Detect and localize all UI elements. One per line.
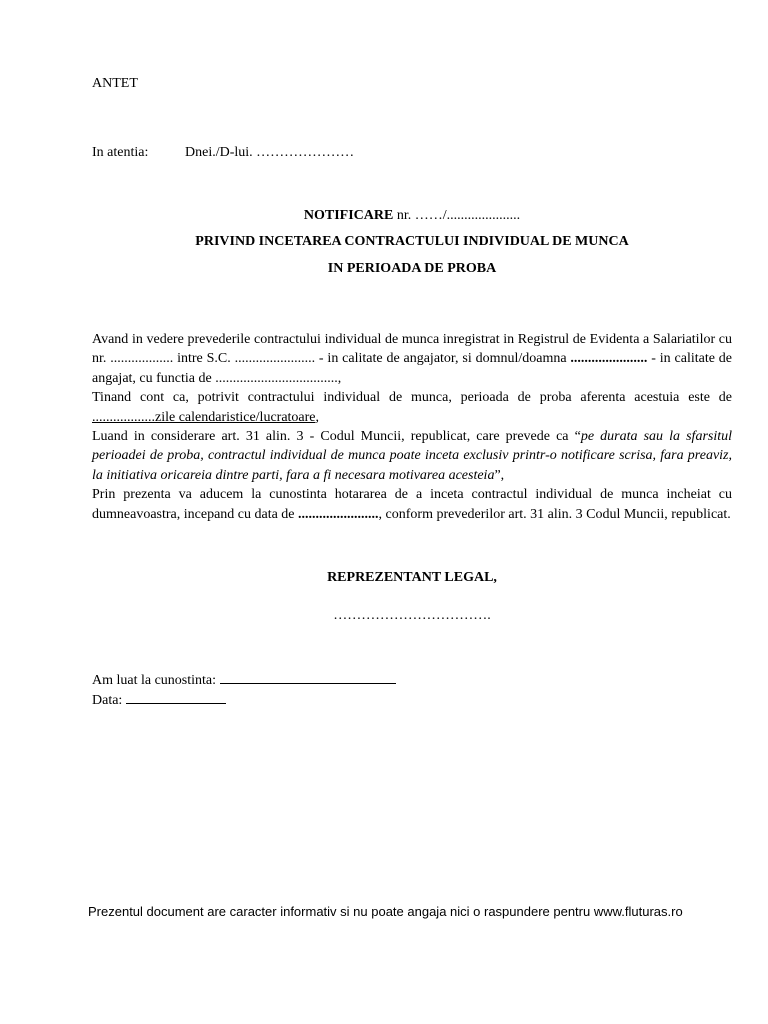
footer-disclaimer: Prezentul document are caracter informativ si nu poate angaja nici o raspundere pentru www.fluturas.ro [88, 904, 683, 919]
paragraph-text: , [315, 409, 320, 425]
paragraph-decision [92, 485, 732, 524]
acknowledgement-label: Am luat la cunostinta: [92, 673, 217, 688]
date-row [92, 691, 226, 709]
date-label: Data: [92, 693, 123, 708]
paragraph-text: Avand in vedere prevederile contractului individual de munca inregistrat in Registrul de Evidenta a Salariatilor cu nr. .................. intre S.C. ....................... - in calitate de angajator, si domnul/doamna [92, 332, 732, 367]
acknowledgement-blank-line [220, 671, 396, 684]
termination-date-blank: ....................... [298, 506, 379, 522]
attention-label: In atentia: [92, 145, 149, 160]
probation-days-blank: ..................zile calendaristice/lucratoare [92, 409, 316, 425]
paragraph-probation [92, 388, 732, 427]
paragraph-text: - in calitate de angajat, cu functia de ..................................., [92, 351, 732, 386]
paragraph-legal-basis [92, 427, 732, 485]
subtitle-line-2: IN PERIOADA DE PROBA [327, 261, 497, 276]
acknowledgement-row [92, 671, 396, 689]
legal-quote: pe durata sau la sfarsitul perioadei de proba, contractul individual de munca poate inceta exclusiv printr-o notificare scrisa, fara preaviz, la initiativa oricareia dintre parti, fara a fi necesara motivarea acesteia [92, 429, 733, 483]
attention-recipient: Dnei./D-lui. ………………… [185, 145, 355, 160]
notification-title [92, 208, 732, 224]
notification-word: NOTIFICARE [303, 208, 394, 223]
notification-body [92, 330, 732, 524]
paragraph-text: Tinand cont ca, potrivit contractului individual de munca, perioada de proba aferenta acestuia este de [92, 390, 732, 406]
legal-representative-title: REPREZENTANT LEGAL, [327, 570, 497, 585]
paragraph-text: Luand in considerare art. 31 alin. 3 - Codul Muncii, republicat, care prevede ca “ [92, 429, 581, 445]
signature-line: ……………………………. [333, 608, 491, 623]
paragraph-text: , conform prevederilor art. 31 alin. 3 Codul Muncii, republicat. [378, 506, 731, 522]
paragraph-text: ”, [494, 467, 505, 483]
paragraph-contract [92, 330, 732, 388]
letterhead-placeholder: ANTET [92, 76, 138, 91]
date-blank-line [126, 691, 226, 704]
notification-number: nr. ……/..................... [393, 208, 521, 223]
paragraph-text: Prin prezenta va aducem la cunostinta hotararea de a inceta contractul individual de munca incheiat cu dumneavoastra, incepand cu data de [92, 487, 732, 522]
subtitle-line-1: PRIVIND INCETAREA CONTRACTULUI INDIVIDUAL DE MUNCA [195, 234, 629, 249]
employee-name-blank: ...................... [570, 351, 648, 367]
